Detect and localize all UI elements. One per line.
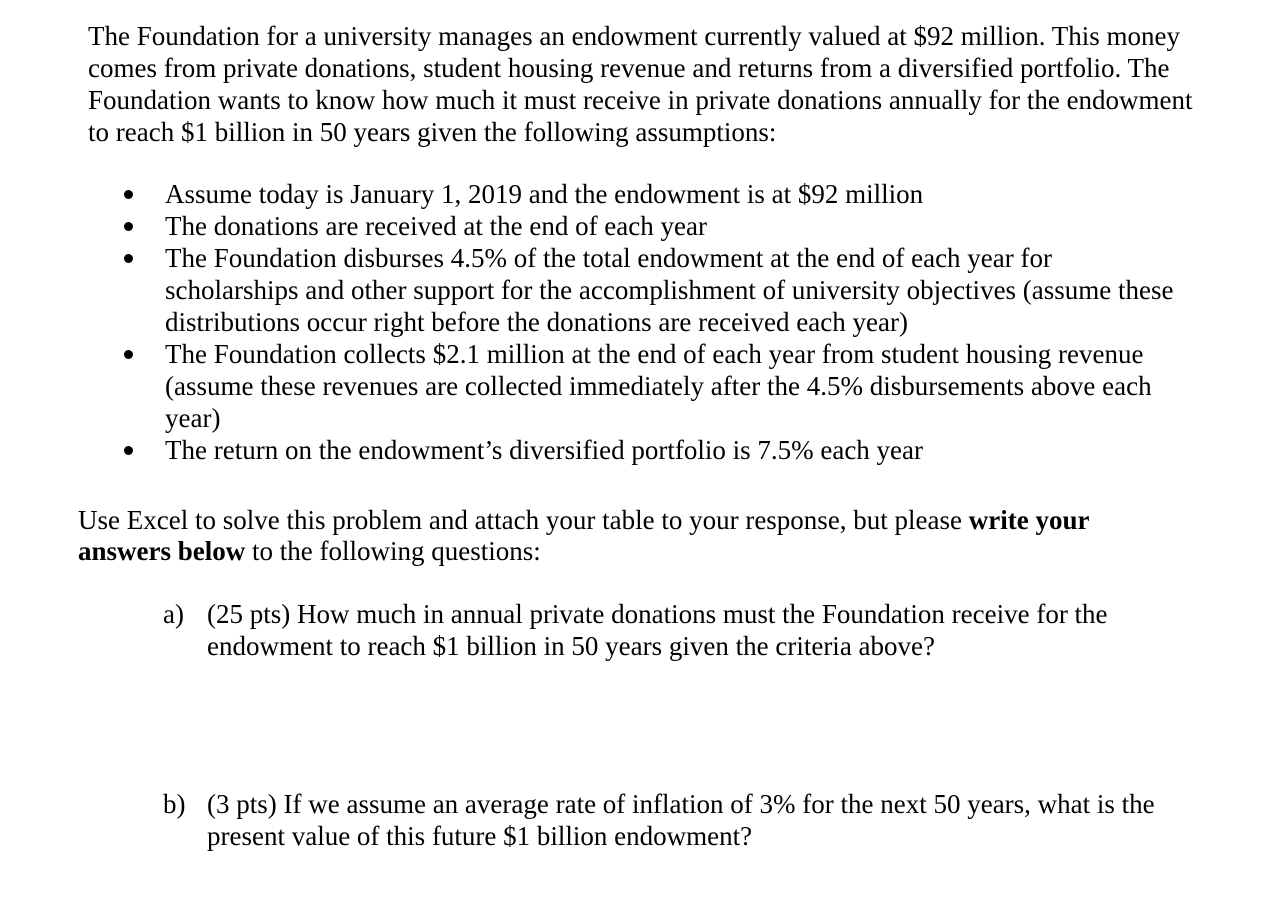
assumptions-list	[0, 178, 1262, 466]
instructions-bold-text: write your answers below	[78, 505, 1089, 566]
instructions-text: Use Excel to solve this problem and attach your table to your response, but please	[78, 505, 969, 535]
list-item	[0, 210, 1185, 242]
question-label: a)	[163, 599, 184, 629]
assumption-text: The Foundation collects $2.1 million at the end of each year from student housing revenue (assume these revenues are collected immediately after the 4.5% disbursements above each year)	[165, 339, 1152, 433]
intro-paragraph: The Foundation for a university manages an endowment currently valued at $92 million. This money comes from private donations, student housing revenue and returns from a diversified portfolio. The Foundation wants to know how much it must receive in private donations annually for the endowment to reach $1 billion in 50 years given the following assumptions:	[88, 21, 1193, 147]
bullet-icon	[124, 350, 133, 359]
bullet-icon	[124, 446, 133, 455]
question-text: (3 pts) If we assume an average rate of inflation of 3% for the next 50 years, what is the present value of this future $1 billion endowment?	[207, 789, 1155, 851]
assumption-text: The Foundation disburses 4.5% of the total endowment at the end of each year for scholarships and other support for the accomplishment of university objectives (assume these distributions occur right before the donations are received each year)	[165, 243, 1174, 337]
assumption-text: The return on the endowment’s diversified portfolio is 7.5% each year	[165, 435, 924, 465]
question-b	[163, 788, 1203, 852]
bullet-icon	[124, 254, 133, 263]
list-item	[0, 178, 1185, 210]
question-text: (25 pts) How much in annual private donations must the Foundation receive for the endowment to reach $1 billion in 50 years given the criteria above?	[207, 599, 1108, 661]
assumption-text: Assume today is January 1, 2019 and the endowment is at $92 million	[165, 179, 924, 209]
assumption-text: The donations are received at the end of each year	[165, 211, 707, 241]
question-a	[163, 598, 1203, 662]
question-label: b)	[163, 789, 186, 819]
bullet-icon	[124, 190, 133, 199]
list-item	[0, 434, 1185, 466]
list-item	[0, 242, 1185, 338]
instructions-text-end: to the following questions:	[245, 536, 541, 566]
bullet-icon	[124, 222, 133, 231]
list-item	[0, 338, 1185, 434]
instructions-paragraph	[78, 505, 1138, 567]
